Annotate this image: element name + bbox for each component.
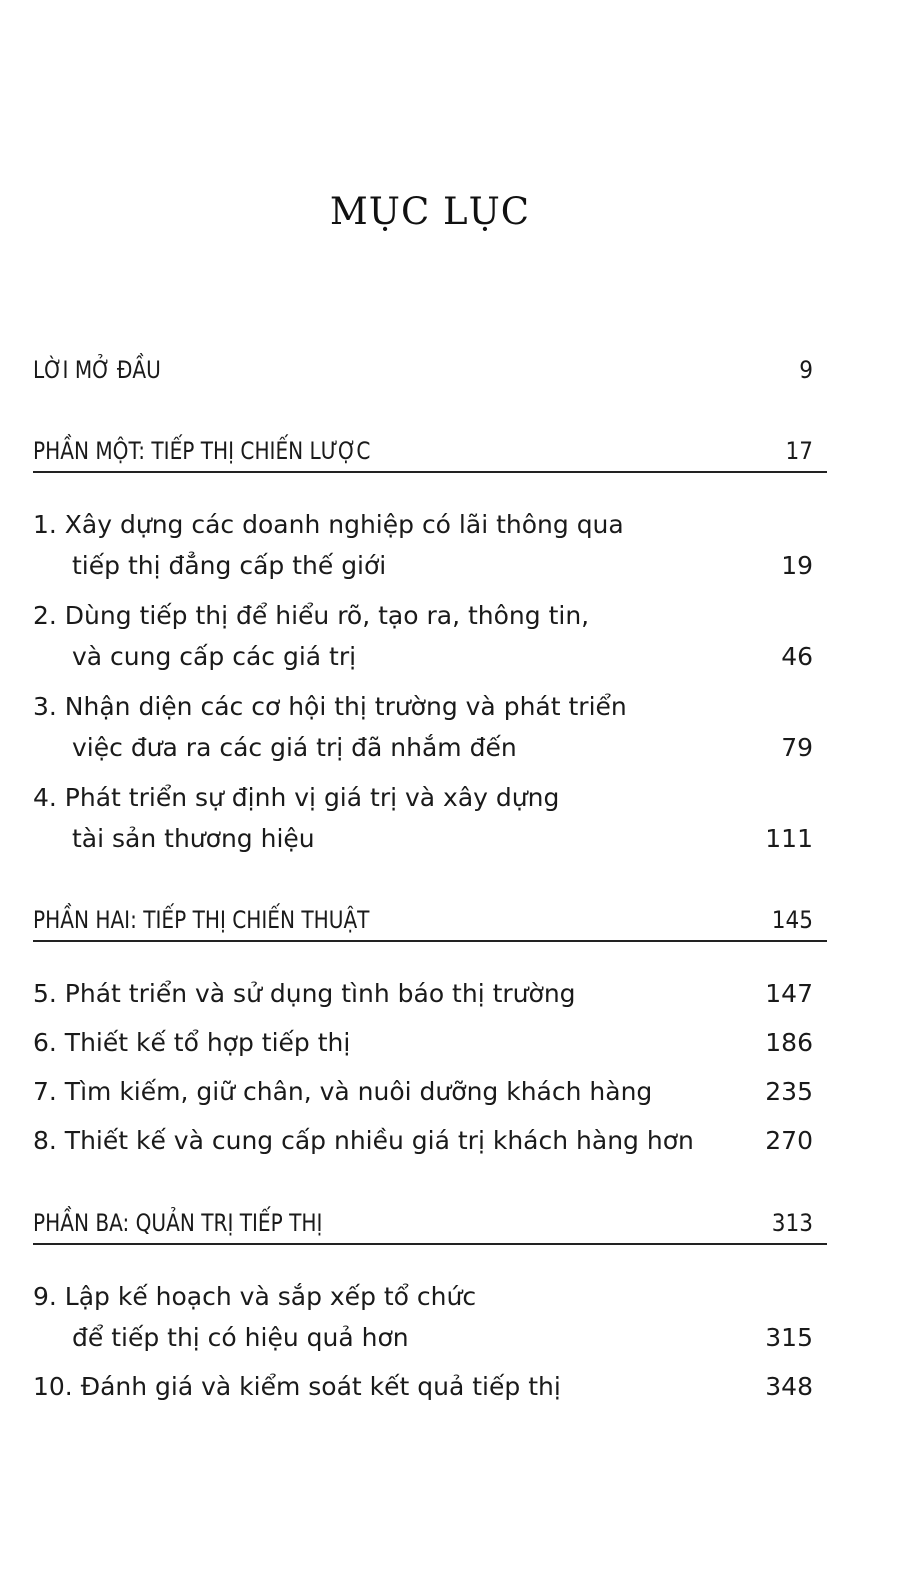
section-divider (33, 471, 827, 473)
toc-part-heading-1 (33, 430, 813, 472)
entry-label: 8. Thiết kế và cung cấp nhiều giá trị khách hàng hơn (33, 1126, 694, 1155)
entry-page-number: 111 (765, 824, 813, 853)
toc-entry-chapter-2 (33, 595, 813, 637)
entry-label-continued: tài sản thương hiệu (72, 824, 315, 853)
entry-label-continued: để tiếp thị có hiệu quả hơn (72, 1323, 409, 1352)
part-page-number: 17 (785, 437, 813, 465)
entry-page-number: 79 (781, 733, 813, 762)
section-divider (33, 1243, 827, 1245)
part-label: PHẦN MỘT: TIẾP THỊ CHIẾN LƯỢC (33, 437, 371, 465)
part-page-number: 145 (771, 906, 813, 934)
toc-entry-chapter-2-cont (33, 636, 813, 678)
toc-entry-chapter-9 (33, 1276, 813, 1318)
entry-label-continued: tiếp thị đẳng cấp thế giới (72, 551, 387, 580)
toc-entry-chapter-6 (33, 1022, 813, 1064)
toc-entry-chapter-5 (33, 973, 813, 1015)
toc-entry-chapter-3 (33, 686, 813, 728)
entry-label: 6. Thiết kế tổ hợp tiếp thị (33, 1028, 351, 1057)
entry-page-number: 235 (765, 1077, 813, 1106)
entry-label: 3. Nhận diện các cơ hội thị trường và phát triển (33, 692, 627, 721)
entry-page-number: 348 (765, 1372, 813, 1401)
toc-entry-chapter-1 (33, 504, 813, 546)
toc-entry-chapter-3-cont (33, 727, 813, 769)
toc-entry-chapter-10 (33, 1366, 813, 1408)
part-page-number: 313 (771, 1209, 813, 1237)
entry-label: 7. Tìm kiếm, giữ chân, và nuôi dưỡng khách hàng (33, 1077, 653, 1106)
entry-page-number: 46 (781, 642, 813, 671)
page-title: MỤC LỤC (329, 190, 531, 233)
toc-part-heading-2 (33, 899, 813, 941)
part-label: PHẦN HAI: TIẾP THỊ CHIẾN THUẬT (33, 906, 370, 934)
entry-page-number: 147 (765, 979, 813, 1008)
toc-entry-chapter-9-cont (33, 1317, 813, 1359)
toc-entry-chapter-4-cont (33, 818, 813, 860)
toc-part-heading-3 (33, 1202, 813, 1244)
entry-page-number: 186 (765, 1028, 813, 1057)
entry-label: 1. Xây dựng các doanh nghiệp có lãi thông qua (33, 510, 624, 539)
entry-page-number: 9 (799, 356, 813, 384)
entry-page-number: 270 (765, 1126, 813, 1155)
entry-label: 9. Lập kế hoạch và sắp xếp tổ chức (33, 1282, 477, 1311)
toc-entry-chapter-7 (33, 1071, 813, 1113)
entry-page-number: 19 (781, 551, 813, 580)
entry-label: 4. Phát triển sự định vị giá trị và xây dựng (33, 783, 560, 812)
part-label: PHẦN BA: QUẢN TRỊ TIẾP THỊ (33, 1209, 323, 1237)
entry-label: 2. Dùng tiếp thị để hiểu rõ, tạo ra, thông tin, (33, 601, 590, 630)
section-divider (33, 940, 827, 942)
toc-entry-preface (33, 349, 813, 391)
toc-entry-chapter-8 (33, 1120, 813, 1162)
toc-entry-chapter-1-cont (33, 545, 813, 587)
entry-page-number: 315 (765, 1323, 813, 1352)
entry-label-continued: việc đưa ra các giá trị đã nhắm đến (72, 733, 517, 762)
entry-label: LỜI MỞ ĐẦU (33, 356, 161, 384)
entry-label-continued: và cung cấp các giá trị (72, 642, 357, 671)
toc-entry-chapter-4 (33, 777, 813, 819)
entry-label: 5. Phát triển và sử dụng tình báo thị trường (33, 979, 576, 1008)
entry-label: 10. Đánh giá và kiểm soát kết quả tiếp thị (33, 1372, 561, 1401)
